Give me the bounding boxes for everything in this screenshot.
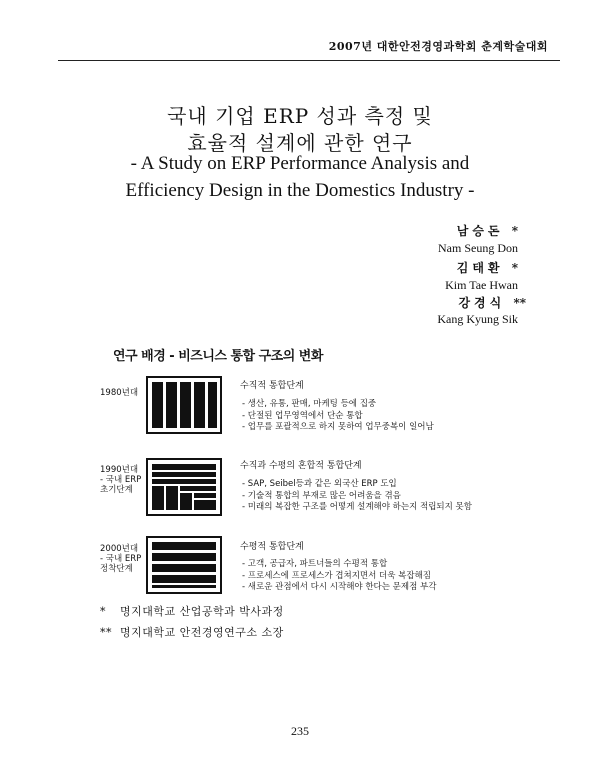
- stage-2-title: 수직과 수평의 혼합적 통합단계: [240, 461, 362, 471]
- stage-3-era-line-2: - 국내 ERP: [100, 554, 142, 564]
- conference-header: 2007년 대한안전경영과학회 춘계학술대회: [328, 40, 548, 53]
- stage-1-bullets: [242, 399, 434, 434]
- english-title-line-1: - A Study on ERP Performance Analysis and: [130, 153, 470, 174]
- author-2-korean-name: 김태환: [456, 261, 504, 275]
- stage-2-era-line-2: - 국내 ERP: [100, 475, 142, 485]
- section-heading: 연구 배경 - 비즈니스 통합 구조의 변화: [113, 349, 323, 364]
- stage-3-era-line-1: 2000년대: [100, 544, 139, 554]
- author-2-english: Kim Tae Hwan: [445, 278, 518, 292]
- stage-1-bullet: - 단절된 업무영역에서 단순 통합: [242, 411, 434, 423]
- author-1-korean: [457, 222, 518, 239]
- stage-3-bullets: [242, 559, 436, 594]
- stage-2-era-line-1: 1990년대: [100, 465, 139, 475]
- stage-3-bullet: - 프로세스에 프로세스가 겹쳐지면서 더욱 복잡해짐: [242, 571, 436, 583]
- stage-1-bullet: - 업무를 포괄적으로 하지 못하여 업무중복이 일어남: [242, 422, 434, 434]
- page-number: 235: [291, 724, 309, 738]
- stage-2-bullet: - 기술적 통합의 부재로 많은 어려움을 겪음: [242, 491, 472, 503]
- stage-2-bullet: - 미래의 복잡한 구조를 어떻게 설계해야 하는지 적립되지 못함: [242, 502, 472, 514]
- stage-1-bullet: - 생산, 유통, 판매, 마케팅 등에 집중: [242, 399, 434, 411]
- korean-title-line-2: 효율적 설계에 관한 연구: [187, 131, 413, 155]
- author-2-mark: *: [511, 261, 518, 275]
- footnote-1-mark: *: [100, 605, 106, 618]
- mixed-bars-icon: [146, 458, 222, 516]
- footnote-2: [100, 624, 284, 640]
- stage-3-era-line-3: 정착단계: [100, 564, 133, 574]
- horizontal-bars-icon: [146, 536, 222, 594]
- stage-3-bullet: - 고객, 공급자, 파트너들의 수평적 통합: [242, 559, 436, 571]
- header-rule: [58, 60, 560, 61]
- author-3-korean-name: 강경식: [458, 296, 506, 310]
- stage-2-era-line-3: 초기단계: [100, 485, 133, 495]
- vertical-bars-graphic: [148, 378, 220, 432]
- stage-3-era: [100, 544, 152, 574]
- author-3-mark: **: [513, 296, 526, 310]
- author-1-english: Nam Seung Don: [438, 241, 518, 255]
- author-3-korean: [458, 294, 526, 311]
- stage-1-era-line-1: 1980년대: [100, 388, 139, 398]
- author-1-mark: *: [511, 224, 518, 238]
- stage-2-era: [100, 465, 152, 495]
- stage-2-bullets: [242, 479, 472, 514]
- english-title-line-2: Efficiency Design in the Domestics Industry -: [125, 180, 475, 201]
- footnote-2-text: 명지대학교 안전경영연구소 소장: [120, 626, 284, 639]
- author-2-korean: [457, 259, 518, 276]
- stage-3-title: 수평적 통합단계: [240, 542, 304, 552]
- footnote-1-text: 명지대학교 산업공학과 박사과정: [120, 605, 284, 618]
- vertical-bars-icon: [146, 376, 222, 434]
- horizontal-bars-graphic: [148, 538, 220, 592]
- stage-2-bullet: - SAP, Seibel등과 같은 외국산 ERP 도입: [242, 479, 472, 491]
- stage-3-bullet: - 새로운 관점에서 다시 시작해야 한다는 문제점 부각: [242, 582, 436, 594]
- author-1-korean-name: 남승돈: [456, 224, 504, 238]
- stage-1-title: 수직적 통합단계: [240, 381, 304, 391]
- stage-1-era: [100, 388, 152, 398]
- korean-title-line-1: 국내 기업 ERP 성과 측정 및: [167, 104, 433, 128]
- author-3-english: Kang Kyung Sik: [437, 312, 518, 326]
- mixed-bars-graphic: [148, 460, 220, 514]
- footnote-1: [100, 603, 284, 619]
- footnote-2-mark: **: [100, 626, 112, 639]
